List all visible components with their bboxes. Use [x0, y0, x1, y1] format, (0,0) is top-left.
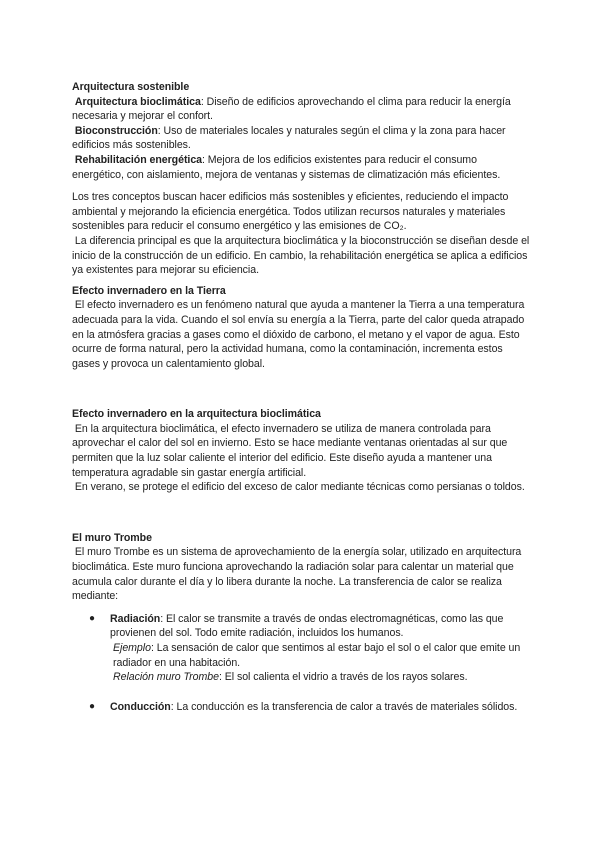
paragraph-text: El efecto invernadero es un fenómeno natural que ayuda a mantener la Tierra a una temperatura adecuada para la vida. Cuando el sol envía su energía a la Tierra, parte del calor queda atrapado en la atmósfera gracias a gases como el dióxido de carbono, el metano y el vapor de agua. Esto ocurre de forma natural, pero la actividad humana, como la contaminación, incrementa estos gases y provoca un calentamiento global. — [72, 299, 525, 370]
paragraph-text: La diferencia principal es que la arquitectura bioclimática y la bioconstrucción se diseñan desde el inicio de la construcción de un edificio. En cambio, la rehabilitación energética se aplica a edificios ya existentes para mejorar su eficiencia. — [72, 234, 530, 277]
item-text: : Mejora de los edificios existentes para reducir el consumo energético, con aislamiento, mejora de ventanas y sistemas de climatización más eficientes. — [72, 153, 501, 181]
paragraph-diferencia-principal — [72, 234, 530, 278]
bullet-text: : La conducción es la transferencia de calor a través de materiales sólidos. — [170, 700, 518, 713]
item-arquitectura-bioclimatica — [72, 95, 530, 124]
item-term: Arquitectura bioclimática — [74, 95, 201, 108]
section-title-efecto-invernadero-tierra: Efecto invernadero en la Tierra — [72, 284, 226, 297]
document-page — [72, 80, 530, 714]
paragraph-invierno — [72, 422, 530, 480]
item-term: Bioconstrucción — [74, 124, 158, 137]
section-title-muro-trombe: El muro Trombe — [72, 531, 152, 544]
list-item-conduccion — [72, 700, 530, 715]
bullet-text: : El calor se transmite a través de ondas electromagnéticas, como las que provienen del sol. Todo emite radiación, incluidos los humanos. — [110, 612, 504, 640]
paragraph-efecto-invernadero — [72, 298, 530, 371]
paragraph-verano — [72, 480, 530, 495]
list-item-radiacion — [72, 612, 530, 685]
item-term: Rehabilitación energética — [74, 153, 202, 166]
item-rehabilitacion-energetica — [72, 153, 530, 182]
paragraph-text: En la arquitectura bioclimática, el efecto invernadero se utiliza de manera controlada para aprovechar el calor del sol en invierno. Esto se hace mediante ventanas orientadas al sur que permiten que la luz solar caliente el interior del edificio. Este diseño ayuda a mantener una temperatura agradable sin gastar energía artificial. — [72, 422, 508, 479]
paragraph-text: El muro Trombe es un sistema de aprovechamiento de la energía solar, utilizado en arquitectura bioclimática. Este muro funciona aprovechando la radiación solar para calentar un material que acumula calor durante el día y lo libera durante la noche. La transferencia de calor se realiza mediante: — [72, 546, 522, 603]
bullet-main — [110, 700, 530, 715]
section-title-efecto-invernadero-arquitectura: Efecto invernadero en la arquitectura bioclimática — [72, 408, 321, 421]
example-label: Ejemplo — [113, 642, 151, 654]
item-bioconstruccion — [72, 124, 530, 153]
bullet-term: Conducción — [110, 700, 171, 713]
bullet-icon: ● — [89, 612, 95, 624]
bullet-relation — [110, 670, 530, 685]
item-text: : Uso de materiales locales y naturales según el clima y la zona para hacer edificios más sostenibles. — [72, 124, 506, 152]
relation-label: Relación muro Trombe — [113, 671, 219, 684]
relation-text: : El sol calienta el vidrio a través de los rayos solares. — [218, 671, 468, 684]
bullet-main — [110, 612, 530, 641]
bullet-icon: ● — [89, 700, 95, 712]
bullet-term: Radiación — [110, 612, 161, 625]
bullet-example — [110, 641, 530, 670]
example-text: : La sensación de calor que sentimos al estar bajo el sol o el calor que emite un radiador en una habitación. — [113, 642, 521, 669]
heat-transfer-list — [72, 612, 530, 715]
item-text: : Diseño de edificios aprovechando el clima para reducir la energía necesaria y mejorar el confort. — [72, 95, 511, 123]
paragraph-muro-trombe — [72, 545, 530, 603]
paragraph-tres-conceptos: Los tres conceptos buscan hacer edificios más sostenibles y eficientes, reduciendo el impacto ambiental y mejorando la eficiencia energética. Todos utilizan recursos naturales y materiales sostenibles para reducir el consumo energético y las emisiones de CO₂. — [72, 191, 509, 233]
paragraph-text: En verano, se protege el edificio del exceso de calor mediante técnicas como persianas o toldos. — [74, 481, 525, 494]
section-title-arquitectura-sostenible: Arquitectura sostenible — [72, 81, 190, 93]
